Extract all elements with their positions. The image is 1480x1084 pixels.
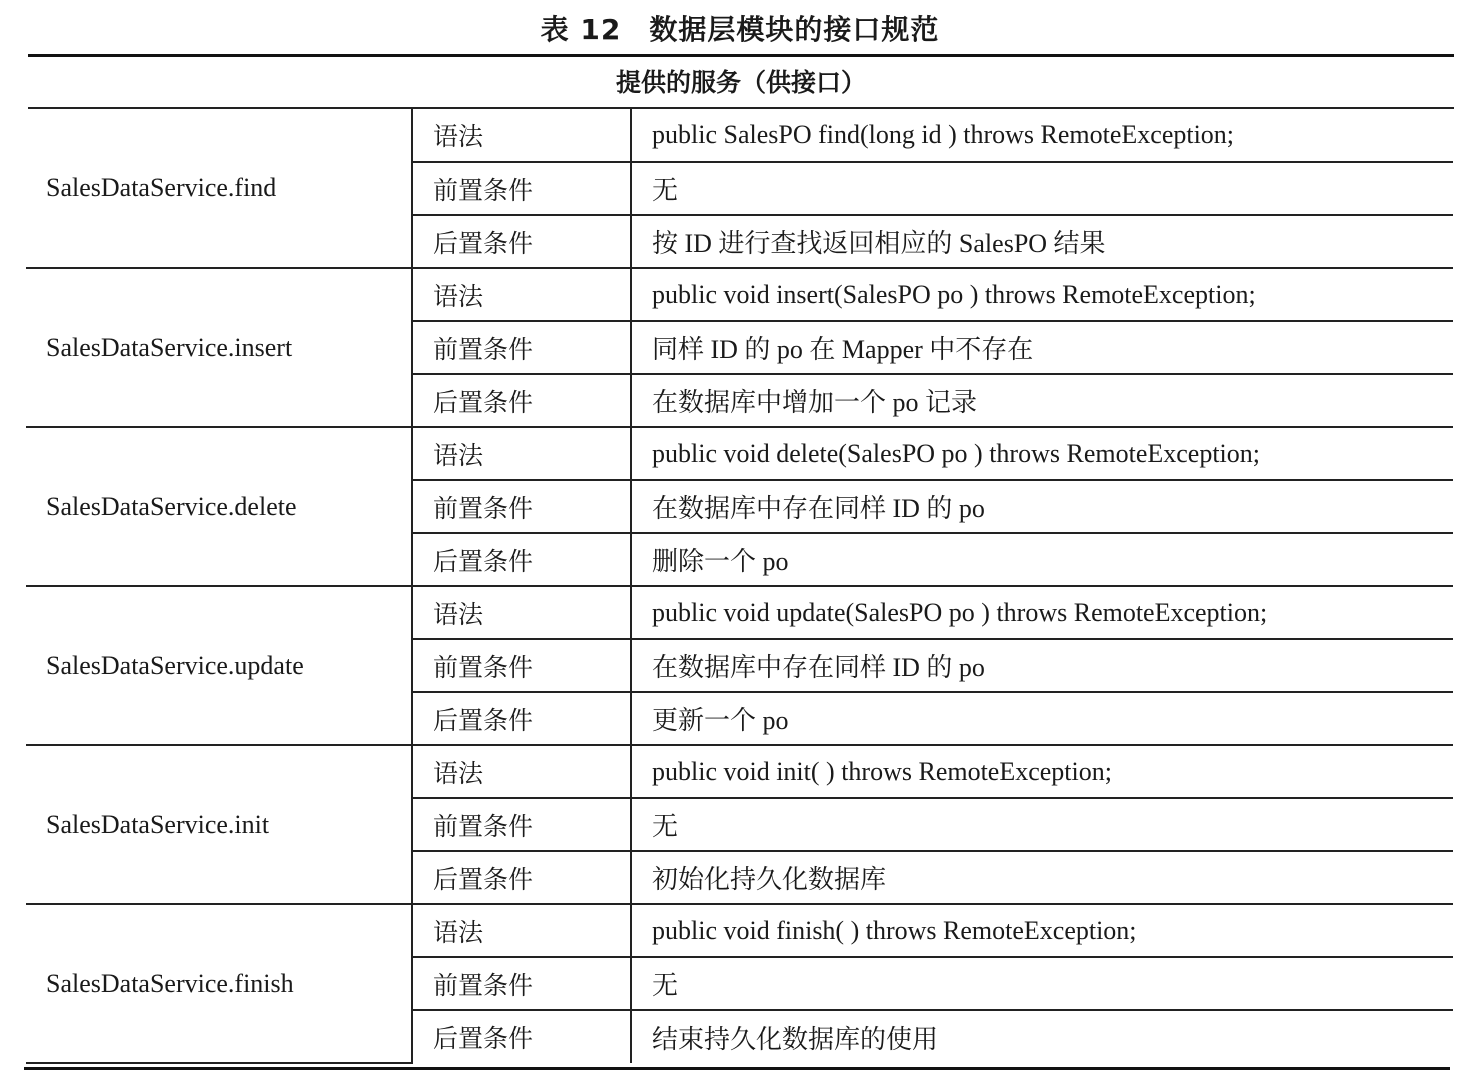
attribute-label-precondition: 前置条件 bbox=[412, 321, 631, 374]
table-caption bbox=[0, 8, 1480, 48]
attribute-value-postcondition: 按 ID 进行查找返回相应的 SalesPO 结果 bbox=[631, 215, 1453, 268]
interface-spec-body bbox=[26, 109, 1453, 1063]
attribute-value-precondition: 在数据库中存在同样 ID 的 po bbox=[631, 639, 1453, 692]
spec-row-syntax bbox=[26, 745, 1453, 798]
attribute-label-syntax: 语法 bbox=[412, 427, 631, 480]
operation-name: SalesDataService.init bbox=[26, 745, 412, 904]
attribute-value-postcondition: 删除一个 po bbox=[631, 533, 1453, 586]
attribute-label-syntax: 语法 bbox=[412, 109, 631, 162]
table-number: 表 12 bbox=[540, 13, 622, 46]
attribute-label-syntax: 语法 bbox=[412, 745, 631, 798]
section-header: 提供的服务（供接口） bbox=[28, 57, 1454, 109]
operation-name: SalesDataService.insert bbox=[26, 268, 412, 427]
attribute-label-postcondition: 后置条件 bbox=[412, 374, 631, 427]
attribute-value-syntax: public void insert(SalesPO po ) throws RemoteException; bbox=[631, 268, 1453, 321]
attribute-value-precondition: 无 bbox=[631, 957, 1453, 1010]
operation-name: SalesDataService.update bbox=[26, 586, 412, 745]
attribute-value-precondition: 无 bbox=[631, 798, 1453, 851]
spec-row-syntax bbox=[26, 109, 1453, 162]
attribute-value-postcondition: 初始化持久化数据库 bbox=[631, 851, 1453, 904]
attribute-label-precondition: 前置条件 bbox=[412, 957, 631, 1010]
interface-spec-table bbox=[26, 109, 1453, 1064]
attribute-value-postcondition: 结束持久化数据库的使用 bbox=[652, 1024, 939, 1054]
spec-row-syntax bbox=[26, 904, 1453, 957]
attribute-label-precondition: 前置条件 bbox=[412, 162, 631, 215]
operation-name: SalesDataService.finish bbox=[26, 904, 412, 1063]
attribute-label-postcondition: 后置条件 bbox=[412, 692, 631, 745]
attribute-label-precondition: 前置条件 bbox=[412, 798, 631, 851]
operation-name: SalesDataService.find bbox=[26, 109, 412, 268]
attribute-label-syntax: 语法 bbox=[412, 904, 631, 957]
attribute-label-syntax: 语法 bbox=[412, 586, 631, 639]
attribute-label-precondition: 前置条件 bbox=[412, 639, 631, 692]
spec-row-syntax bbox=[26, 268, 1453, 321]
attribute-value-precondition: 在数据库中存在同样 ID 的 po bbox=[631, 480, 1453, 533]
attribute-label-postcondition: 后置条件 bbox=[412, 1010, 631, 1063]
attribute-label-precondition: 前置条件 bbox=[412, 480, 631, 533]
attribute-value-syntax: public void update(SalesPO po ) throws RemoteException; bbox=[631, 586, 1453, 639]
spec-row-syntax bbox=[26, 427, 1453, 480]
attribute-label-postcondition: 后置条件 bbox=[412, 215, 631, 268]
attribute-value-syntax: public void init( ) throws RemoteException; bbox=[631, 745, 1453, 798]
attribute-label-postcondition: 后置条件 bbox=[412, 851, 631, 904]
attribute-value-precondition: 无 bbox=[631, 162, 1453, 215]
attribute-value-postcondition: 在数据库中增加一个 po 记录 bbox=[631, 374, 1453, 427]
attribute-value-postcondition: 更新一个 po bbox=[631, 692, 1453, 745]
attribute-value-syntax: public void delete(SalesPO po ) throws RemoteException; bbox=[631, 427, 1453, 480]
operation-name: SalesDataService.delete bbox=[26, 427, 412, 586]
spec-row-syntax bbox=[26, 586, 1453, 639]
attribute-value-syntax: public void finish( ) throws RemoteException; bbox=[631, 904, 1453, 957]
table-title: 数据层模块的接口规范 bbox=[649, 13, 940, 46]
attribute-label-postcondition: 后置条件 bbox=[412, 533, 631, 586]
table-bottom-rule bbox=[24, 1067, 1450, 1070]
attribute-value-precondition: 同样 ID 的 po 在 Mapper 中不存在 bbox=[631, 321, 1453, 374]
attribute-label-syntax: 语法 bbox=[412, 268, 631, 321]
attribute-value-syntax: public SalesPO find(long id ) throws RemoteException; bbox=[631, 109, 1453, 162]
